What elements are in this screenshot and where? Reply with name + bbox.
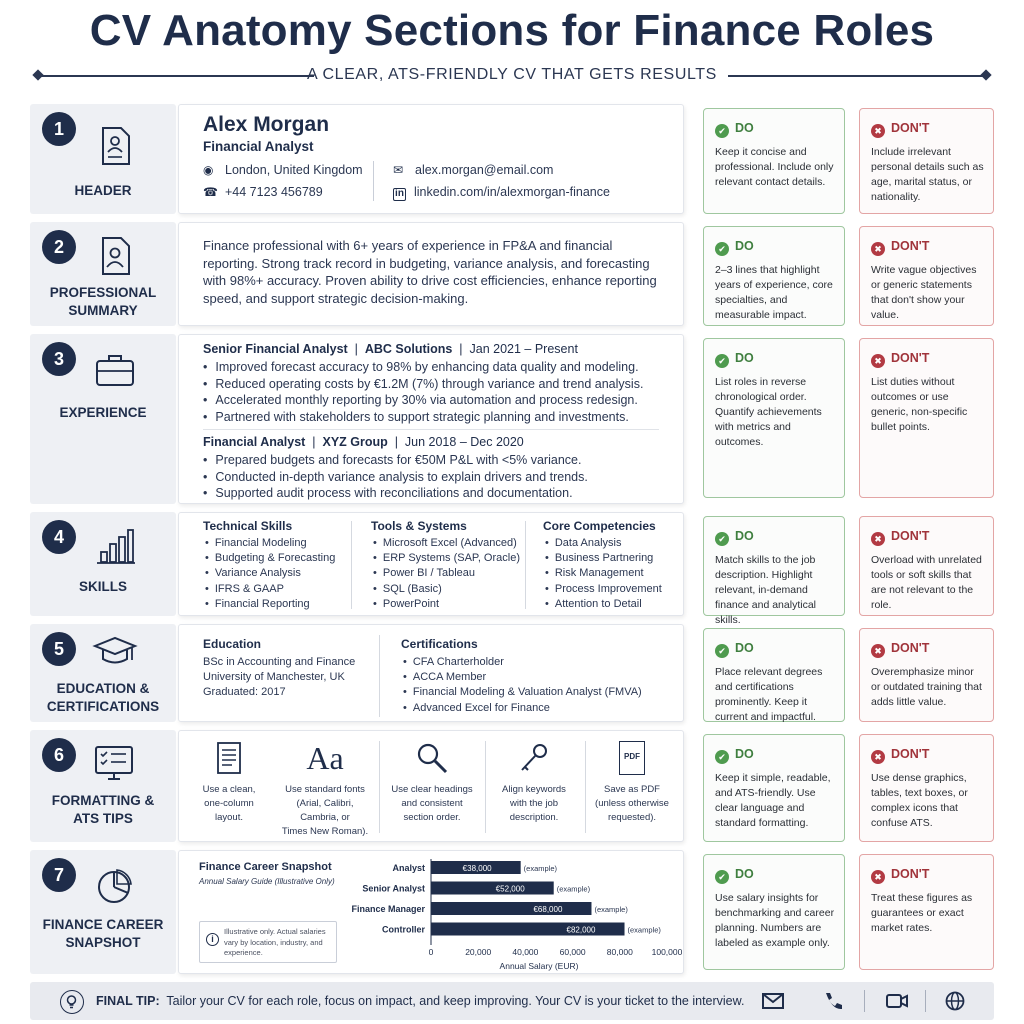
job-heading: Senior Financial Analyst | ABC Solutions | Jan 2021 – Present [203, 342, 578, 356]
bar-value-label: €52,000 [495, 884, 525, 894]
list-item: • SQL (Basic) [373, 582, 520, 597]
section-education [30, 624, 994, 722]
certifications-list [403, 655, 642, 716]
do-text: Use salary insights for benchmarking and career planning. Numbers are labeled as example only. [715, 892, 835, 949]
do-card [703, 628, 845, 722]
tip-line: (Arial, Calibri, [296, 798, 354, 809]
do-tag [715, 121, 754, 138]
salary-bar [431, 882, 554, 895]
final-tip-bar [30, 982, 994, 1020]
phone-icon: ☎ [203, 185, 218, 199]
list-item: • CFA Charterholder [403, 655, 642, 670]
job-company: ABC Solutions [364, 342, 453, 356]
experience-content [178, 334, 684, 504]
section-number: 7 [42, 858, 76, 892]
list-item: • Conducted in-depth variance analysis to explain drivers and trends. [203, 469, 673, 486]
category-label: Controller [381, 924, 425, 935]
section-number: 3 [42, 342, 76, 376]
briefcase-icon [93, 348, 137, 392]
section-label-line: PROFESSIONAL [49, 285, 157, 300]
linkedin-icon: in [393, 188, 406, 201]
check-icon: ✔ [715, 354, 729, 368]
skills-heading: Core Competencies [543, 519, 656, 533]
do-tag [715, 351, 754, 368]
do-tag [715, 641, 754, 658]
formatting-tip [484, 737, 584, 825]
section-formatting [30, 730, 994, 842]
job-dates: Jun 2018 – Dec 2020 [404, 435, 524, 449]
dont-tag [871, 239, 929, 256]
location-pin-icon: ◉ [203, 163, 214, 177]
do-card [703, 338, 845, 498]
x-tick-label: 20,000 [465, 947, 492, 957]
section-label-line: CERTIFICATIONS [46, 699, 160, 714]
section-number: 4 [42, 520, 76, 554]
education-heading: Education [203, 637, 262, 651]
section-label-line: SUMMARY [68, 303, 138, 318]
dont-tag [871, 351, 929, 368]
x-axis-label: Annual Salary (EUR) [499, 961, 579, 971]
document-lines-icon [215, 741, 243, 775]
list-item: • Advanced Excel for Finance [403, 701, 642, 716]
section-skills [30, 512, 994, 626]
education-details [203, 655, 355, 701]
do-tag [715, 529, 754, 546]
bar-value-suffix: (example) [627, 925, 661, 935]
dont-text: Treat these figures as guarantees or exact market rates. [871, 892, 973, 934]
formatting-tip [382, 737, 482, 825]
dont-card [859, 226, 994, 326]
dont-card [859, 516, 994, 616]
formatting-tip [179, 737, 279, 825]
job-bullets [203, 452, 673, 502]
list-item: • Variance Analysis [205, 566, 335, 581]
list-item: • Prepared budgets and forecasts for €50M P&L with <5% variance. [203, 452, 673, 469]
list-item: • Business Partnering [545, 551, 662, 566]
pie-chart-icon [95, 864, 135, 908]
salary-bar [431, 902, 591, 915]
list-item: • Risk Management [545, 566, 662, 581]
globe-icon [944, 991, 966, 1011]
chart-note [199, 921, 337, 963]
chart-subtitle: Annual Salary Guide (Illustrative Only) [199, 877, 335, 886]
do-text: Keep it simple, readable, and ATS-friendly. Use clear language and standard formatting. [715, 772, 831, 829]
bar-value-suffix: (example) [594, 905, 628, 914]
section-number: 6 [42, 738, 76, 772]
x-tick-label: 40,000 [512, 947, 539, 957]
footer-divider [864, 990, 865, 1012]
bar-value-label: €38,000 [462, 864, 492, 873]
dont-text: Use dense graphics, tables, text boxes, or complex icons that confuse ATS. [871, 772, 968, 829]
do-text: List roles in reverse chronological order. Quantify achievements with metrics and outcomes. [715, 376, 822, 448]
list-item: • Supported audit process with reconciliations and documentation. [203, 485, 673, 502]
tip-line: requested). [607, 812, 657, 823]
final-tip-body: Tailor your CV for each role, focus on impact, and keep improving. Your CV is your ticket to the interview. [166, 994, 745, 1008]
job-title: Financial Analyst [203, 435, 306, 449]
final-tip-text [96, 994, 744, 1008]
location-text: London, United Kingdom [225, 163, 363, 177]
dont-label: DON'T [891, 239, 930, 253]
video-icon [886, 991, 908, 1011]
dont-card [859, 108, 994, 214]
list-item: • Attention to Detail [545, 597, 662, 612]
candidate-name: Alex Morgan [203, 113, 330, 136]
bar-chart-icon [95, 524, 135, 568]
skills-content [178, 512, 684, 616]
bar-value-suffix: (example) [556, 884, 591, 894]
skills-heading: Tools & Systems [371, 519, 467, 533]
info-icon: i [206, 933, 219, 946]
bar-value-suffix: (example) [523, 864, 558, 873]
tip-line: one-column [204, 798, 254, 809]
tip-line: with the job [509, 798, 559, 809]
tip-line: Align keywords [502, 784, 566, 795]
section-label-panel [30, 104, 176, 214]
list-item: • Financial Modeling [205, 536, 335, 551]
check-icon: ✔ [715, 644, 729, 658]
do-card [703, 226, 845, 326]
do-tag [715, 867, 754, 884]
dont-label: DON'T [891, 747, 930, 761]
category-label: Analyst [392, 863, 425, 873]
email-text: alex.morgan@email.com [415, 163, 554, 177]
dont-card [859, 734, 994, 842]
tip-line: Cambria, or [300, 812, 350, 823]
dont-label: DON'T [891, 121, 930, 135]
do-label: DO [735, 121, 754, 135]
summary-content [178, 222, 684, 326]
x-icon: ✖ [871, 354, 885, 368]
summary-paragraph: Finance professional with 6+ years of experience in FP&A and financial reporting. Strong track record in budgeting, variance analysis, and forecasting with 98%+ accuracy. Proven ability to drive cost efficiencies, enhance reporting speed, and support strategic decision-making. [203, 238, 657, 306]
do-tag [715, 747, 754, 764]
phone-icon [822, 991, 844, 1011]
x-tick-label: 0 [428, 947, 434, 957]
note-text: Illustrative only. Actual salaries vary by location, industry, and experience. [224, 927, 326, 957]
check-icon: ✔ [715, 750, 729, 764]
section-label-panel [30, 512, 176, 616]
job-dates: Jan 2021 – Present [469, 342, 578, 356]
dont-text: Include irrelevant personal details such as age, marital status, or nationality. [871, 146, 984, 203]
section-label-line: FORMATTING & [51, 793, 155, 808]
dont-label: DON'T [891, 867, 930, 881]
section-label-panel [30, 850, 176, 974]
do-label: DO [735, 641, 754, 655]
key-icon [517, 741, 551, 775]
monitor-checklist-icon [92, 742, 138, 786]
do-text: 2–3 lines that highlight years of experience, core specialties, and measurable impact. [715, 264, 833, 321]
do-label: DO [735, 747, 754, 761]
do-text: Match skills to the job description. Highlight relevant, in-demand finance and analytical skills. [715, 554, 816, 626]
x-tick-label: 80,000 [606, 947, 633, 957]
education-line: BSc in Accounting and Finance [203, 656, 356, 668]
education-line: Graduated: 2017 [203, 686, 286, 699]
linkedin-text: linkedin.com/in/alexmorgan-finance [414, 185, 610, 199]
category-label: Finance Manager [351, 904, 425, 914]
page-subtitle: A CLEAR, ATS-FRIENDLY CV THAT GETS RESULTS [307, 66, 717, 83]
list-item: • Data Analysis [545, 536, 662, 551]
column-divider [379, 741, 380, 833]
list-item: • ERP Systems (SAP, Oracle) [373, 551, 520, 566]
id-document-icon [95, 124, 135, 168]
section-label-line: SNAPSHOT [65, 935, 141, 950]
dont-tag [871, 747, 929, 764]
x-icon: ✖ [871, 870, 885, 884]
magnifier-icon [415, 741, 449, 775]
formatting-content [178, 730, 684, 842]
bar-value-label: €82,000 [566, 925, 596, 935]
x-icon: ✖ [871, 532, 885, 546]
list-item: • Accelerated monthly reporting by 30% via automation and process redesign. [203, 392, 673, 409]
section-label-panel [30, 222, 176, 326]
graduation-cap-icon [92, 630, 138, 674]
dont-tag [871, 529, 929, 546]
page-title: CV Anatomy Sections for Finance Roles [89, 6, 935, 55]
education-line: University of Manchester, UK [203, 671, 345, 684]
skills-list [373, 536, 520, 612]
list-item: • ACCA Member [403, 670, 642, 685]
job-company: XYZ Group [322, 435, 388, 449]
salary-bar-chart [349, 855, 683, 973]
do-label: DO [735, 867, 754, 881]
section-label-line: EDUCATION & [56, 681, 150, 696]
section-summary [30, 222, 994, 326]
list-item: • Reduced operating costs by €1.2M (7%) through variance and trend analysis. [203, 376, 673, 393]
dont-text: Write vague objectives or generic statements that don't show your value. [871, 264, 977, 321]
check-icon: ✔ [715, 870, 729, 884]
candidate-role: Financial Analyst [203, 139, 314, 154]
section-experience [30, 334, 994, 504]
list-item: • PowerPoint [373, 597, 520, 612]
x-icon: ✖ [871, 124, 885, 138]
dont-tag [871, 121, 929, 138]
list-item: • Process Improvement [545, 582, 662, 597]
column-divider [351, 521, 352, 609]
dont-card [859, 628, 994, 722]
list-item: • Microsoft Excel (Advanced) [373, 536, 520, 551]
tip-line: and consistent [401, 798, 463, 809]
list-item: • IFRS & GAAP [205, 582, 335, 597]
job-bullets [203, 359, 673, 425]
check-icon: ✔ [715, 532, 729, 546]
dont-card [859, 338, 994, 498]
section-number: 5 [42, 632, 76, 666]
final-tip-label: FINAL TIP: [96, 994, 160, 1008]
chart-title: Finance Career Snapshot [199, 861, 332, 873]
dont-label: DON'T [891, 351, 930, 365]
section-header [30, 104, 994, 214]
tip-line: description. [509, 812, 559, 823]
section-label-line: FINANCE CAREER [42, 917, 164, 932]
do-text: Keep it concise and professional. Include only relevant contact details. [715, 146, 834, 188]
dont-tag [871, 641, 929, 658]
tip-line: Use a clean, [202, 784, 256, 795]
phone-text: +44 7123 456789 [225, 185, 323, 199]
section-label-panel [30, 730, 176, 842]
section-number: 2 [42, 230, 76, 264]
pdf-file-icon: PDF [619, 741, 645, 775]
skills-heading: Technical Skills [203, 519, 293, 533]
list-item: • Financial Reporting [205, 597, 335, 612]
do-text: Place relevant degrees and certifications prominently. Keep it current and impactful. [715, 666, 823, 723]
list-item: • Improved forecast accuracy to 98% by enhancing data quality and modeling. [203, 359, 673, 376]
tip-line: (unless otherwise [595, 798, 669, 809]
lightbulb-icon [60, 990, 84, 1014]
column-divider [379, 635, 380, 717]
do-label: DO [735, 351, 754, 365]
column-divider [525, 521, 526, 609]
envelope-icon: ✉ [393, 163, 404, 177]
do-card [703, 108, 845, 214]
dont-card [859, 854, 994, 970]
envelope-icon [762, 991, 784, 1011]
profile-document-icon [95, 234, 135, 278]
job-title: Senior Financial Analyst [203, 342, 348, 356]
tip-line: Times New Roman). [281, 826, 369, 837]
do-label: DO [735, 529, 754, 543]
tip-line: section order. [403, 812, 461, 823]
skills-list [205, 536, 335, 612]
dont-label: DON'T [891, 641, 930, 655]
divider-line [728, 75, 986, 77]
x-tick-label: 100,000 [651, 947, 683, 957]
list-item: • Financial Modeling & Valuation Analyst (FMVA) [403, 685, 642, 700]
dont-label: DON'T [891, 529, 930, 543]
location-item [203, 163, 363, 177]
x-icon: ✖ [871, 644, 885, 658]
job-heading: Financial Analyst | XYZ Group | Jun 2018 – Dec 2020 [203, 435, 524, 449]
dont-text: Overload with unrelated tools or soft skills that are not relevant to the role. [871, 554, 982, 611]
do-card [703, 854, 845, 970]
font-aa-icon: Aa [306, 739, 344, 776]
salary-bar [431, 923, 625, 936]
footer-divider [925, 990, 926, 1012]
section-label-panel [30, 334, 176, 504]
section-label-line: ATS TIPS [73, 811, 133, 826]
contact-divider [373, 161, 374, 201]
email-item [393, 163, 553, 177]
section-number: 1 [42, 112, 76, 146]
formatting-tip [582, 737, 682, 825]
divider [203, 429, 659, 430]
list-item: • Partnered with stakeholders to support strategic planning and investments. [203, 409, 673, 426]
dont-text: Overemphasize minor or outdated training that adds little value. [871, 666, 982, 708]
list-item: • Budgeting & Forecasting [205, 551, 335, 566]
section-label: HEADER [74, 183, 132, 198]
category-label: Senior Analyst [362, 883, 425, 894]
x-tick-label: 60,000 [559, 947, 586, 957]
section-label: SKILLS [78, 579, 127, 594]
check-icon: ✔ [715, 124, 729, 138]
do-card [703, 734, 845, 842]
subtitle-row [34, 64, 990, 88]
x-icon: ✖ [871, 242, 885, 256]
x-icon: ✖ [871, 750, 885, 764]
certifications-heading: Certifications [401, 637, 478, 651]
phone-item [203, 185, 323, 199]
list-item: • Power BI / Tableau [373, 566, 520, 581]
section-snapshot [30, 850, 994, 974]
tip-line: layout. [215, 812, 243, 823]
check-icon: ✔ [715, 242, 729, 256]
do-card [703, 516, 845, 626]
section-label-panel [30, 624, 176, 722]
dont-text: List duties without outcomes or use generic, non-specific bullet points. [871, 376, 968, 433]
formatting-tip [275, 737, 375, 839]
tip-line: Use standard fonts [285, 784, 365, 795]
linkedin-item [393, 185, 610, 201]
bar-value-label: €68,000 [533, 905, 563, 914]
header-content [178, 104, 684, 214]
snapshot-content [178, 850, 684, 974]
section-label: EXPERIENCE [59, 405, 147, 420]
dont-tag [871, 867, 929, 884]
do-tag [715, 239, 754, 256]
skills-list [545, 536, 662, 612]
do-label: DO [735, 239, 754, 253]
education-content [178, 624, 684, 722]
tip-line: Use clear headings [391, 784, 473, 795]
tip-line: Save as PDF [604, 784, 660, 795]
